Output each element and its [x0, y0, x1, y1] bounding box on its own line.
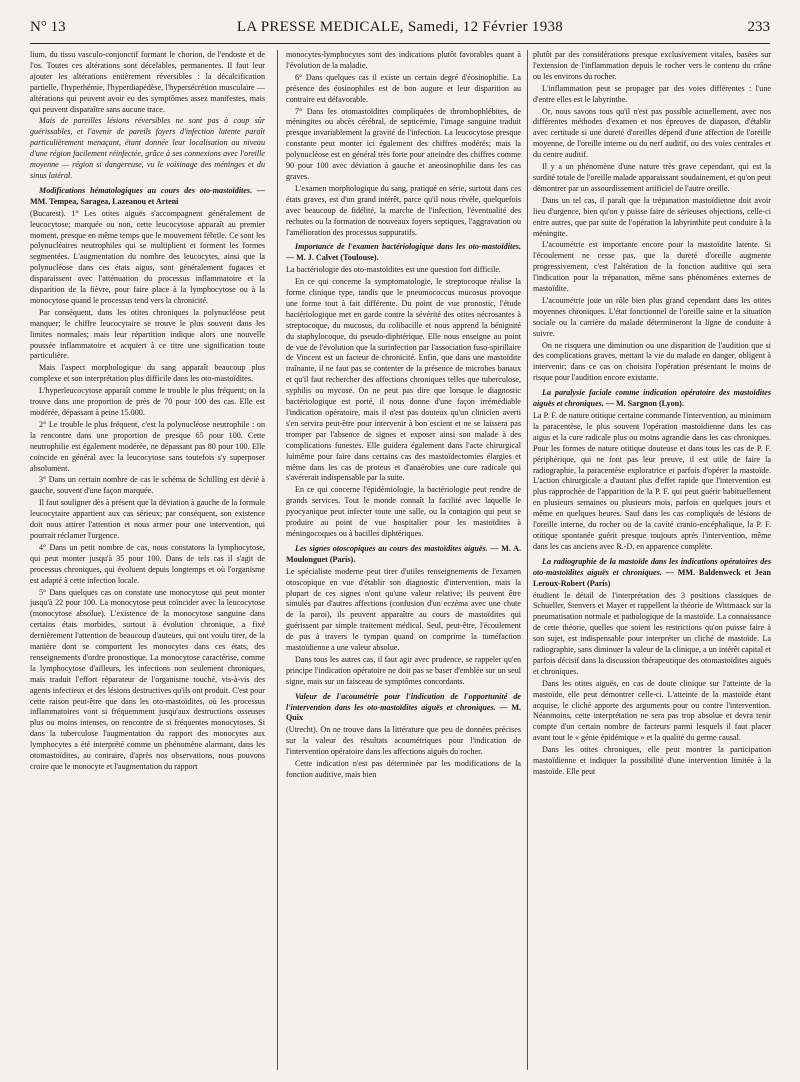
paragraph: 3° Dans un certain nombre de cas le schéma de Schilling est dévié à gauche, souvent d'une façon marquée.: [30, 475, 265, 496]
paragraph: 7° Dans les otomastoïdites compliquées de thrombophlébites, de méningites ou abcès cérébral, de septicémie, l'image sanguine traduit presque invariablement la gravité de l'infection. La leucocytose presque constante peut monter ici également des chiffres modérés; mais la polynucléose est en général très forte pour atteindre des chiffres comme 90 pour 100 avec déviation à gauche et aneosinophilie dans les cas graves.: [286, 106, 521, 181]
paragraph: Par conséquent, dans les otites chroniques la polynucléose peut manquer; le chiffre leucocytaire se trouve le plus souvent dans les limites normales; mais leur répartition indique alors une nouvelle poussée inflammatoire et acquiert à ce titre une signification toute particulière.: [30, 307, 265, 361]
paragraph: monocytes-lymphocytes sont des indications plutôt favorables quant à l'évolution de la maladie.: [286, 50, 521, 70]
issue-number: N° 13: [30, 19, 66, 35]
authors: — M. J. Calvet (Toulouse).: [286, 253, 379, 263]
paragraph: Dans les otites chroniques, elle peut montrer la participation mastoïdienne et indiquer la possibilité d'une intervention limitée à la mastoïde. Elle peut: [533, 745, 771, 776]
paragraph: Dans un tel cas, il paraît que la trépanation mastoïdienne doit avoir lieu d'urgence, bien qu'on y puisse faire de sérieuses objections, celle-ci entre autres, que par suite de l'opération la labyrinthite peut conduire à la méningite.: [533, 195, 771, 238]
column-2: [286, 50, 521, 1070]
paragraph: 4° Dans un petit nombre de cas, nous constatons la lymphocytose, qui peut monter jusqu'à 35 pour 100. Dans de tels cas il s'agit de processus chroniques, qui évoluent depuis longtemps et où l'organisme est adapté à cette infection locale.: [30, 542, 265, 585]
paragraph: La P. F. de nature otitique certaine commande l'intervention, au minimum la paracentèse, le plus souvent l'opération mastoïdienne dans les cas aigus et la cure radicale plus ou moins agrandie dans les cas chroniques. Pour les formes de nature otitique douteuse et dans tous les cas de P. F. périphérique, qui ne font pas leur preuve, il est utile de faire la radiographie, la paracentèse exploratrice et parfois d'opérer la mastoïde. L'action chirurgicale a d'autant plus d'effet rapide que l'intervention est plus rapprochée de l'apparition de la P. F. qui peut guérir habituellement en plusieurs semaines ou plusieurs mois, parfois en quelques jours et même en quelques heures. Sauf dans les cas compliqués de lésions de l'oreille interne, du rocher ou de la cavité cranio-encéphalique, la P. F. otitique spontanée guérit presque toujours après l'intervention, même dans les cas anciens avec R.-D. en apparence complète.: [533, 411, 771, 551]
section-heading: [286, 242, 521, 264]
paragraph: Mais de pareilles lésions réversibles ne sont pas à coup sûr guérissables, et l'avenir de pareils foyers d'infection latente paraît particulièrement menaçant, étant donnée leur localisation au niveau d'une région facilement réinfectée, grâce à ses connexions avec l'oreille moyenne — région si dangereuse, vu le voisinage des méninges et du sinus latéral.: [30, 116, 265, 180]
authors: — M. Sargnon (Lyon).: [605, 399, 684, 409]
paragraph: Dans les otites aiguës, en cas de doute clinique sur l'atteinte de la mastoïde, elle peut démontrer celle-ci. L'atteinte de la mastoïde étant acquise, le cliché apporte des arguments pour ou contre l'intervention. Néanmoins, cette interprétation ne sera pas trop absolue et devra tenir compte d'un certain nombre de facteurs parmi lesquels il faut placer avant tout le « génie épidémique » et la qualité du germe causal.: [533, 678, 771, 743]
authors: — MM. Baldenweck et Jean Leroux-Robert (Paris): [533, 567, 771, 588]
column-3: [533, 50, 771, 1070]
paragraph: L'examen morphologique du sang, pratiqué en série, surtout dans ces états graves, est d'un grand intérêt, parce qu'il nous révèle, quelquefois avec beaucoup de fidélité, la marche de l'infection, l'éventualité des rechutes ou la formation de nouveaux foyers septiques, l'aggravation ou l'amélioration des processus suppuratifs.: [286, 183, 521, 237]
paragraph: L'acoumétrie est importante encore pour la mastoïdite latente. Si l'écoulement ne cesse pas, que la dureté d'oreille augmente progressivement, c'est l'altération de la fonction auditive qui sera l'indication pour la trépanation, même sans phénomènes externes de mastoïdite.: [533, 240, 771, 294]
paragraph: L'acoumétrie joue un rôle bien plus grand cependant dans les otites moyennes chroniques. L'état fonctionnel de l'oreille saine et la situation sociale ou la carrière du malade détermineront la ligne de conduite à suivre.: [533, 295, 771, 338]
paragraph: On ne risquera une diminution ou une disparition de l'audition que si des complications graves, mettant la vie du malade en danger, obligent à intervenir; dans ce cas on choisira l'opération présentant le moins de risque pour l'audition encore existante.: [533, 340, 771, 383]
page-number: 233: [747, 19, 770, 35]
column-1: [30, 50, 265, 1070]
section-heading: [533, 388, 771, 410]
paragraph: lium, du tissu vasculo-conjonctif formant le chorion, de l'endoste et de l'os. Toutes ces altérations sont décelables, permanentes. Il faut leur ajouter les altérations entièrement réversibles : la décalcification partielle, l'hyperhémie, l'hyperdiapédèse, l'hypersécrétion musculaire — altérations qui peuvent avoir eu des symptômes assez manifestes, mais qui peuvent disparaître sans aucune trace.: [30, 50, 265, 114]
column-separator: [527, 50, 528, 1070]
paragraph: (Utrecht). On ne trouve dans la littérature que peu de données précises sur la valeur des résultats acoumétriques pour l'indication de l'intervention opératoire dans les affections aiguës du rocher.: [286, 725, 521, 757]
paragraph: Il faut souligner dès à présent que la déviation à gauche de la formule leucocytaire appartient aux cas sérieux; par conséquent, son existence doit nous attirer l'attention et nous armer pour une intervention, qui pourrait réclamer l'urgence.: [30, 498, 265, 540]
authors: — MM. Tempea, Saragea, Lazeanou et Arteni: [30, 185, 265, 206]
journal-title: LA PRESSE MEDICALE, Samedi, 12 Février 1938: [236, 19, 564, 35]
heading-text: La paralysie faciale comme indication opératoire des mastoïdites aiguës et chroniques.: [533, 388, 771, 409]
heading-text: Les signes otoscopiques au cours des mastoïdites aiguës.: [295, 543, 488, 553]
header-rule: [30, 43, 770, 44]
paragraph: Le spécialiste moderne peut tirer d'utiles renseignements de l'examen otoscopique en vue d'établir son diagnostic d'intervention, mais la plupart de ces signes n'ont qu'une valeur relative; ils peuvent être simulés par d'autres affections (confusion d'un eczéma avec une chute de la paroi), ils peuvent apparaître au cours de mastoïdites qui guérissent par simple traitement médical. Seul, peut-être, l'écoulement de pus à travers le tympan quand on comprime la tuméfaction mastoïdienne a une valeur absolue.: [286, 566, 521, 653]
paragraph: En ce qui concerne l'épidémiologie, la bactériologie peut rendre de grands services. Tout le monde connaît la facilité avec laquelle le pyocyanique peut infecter toute une salle, ou la contagion qui peut se produire au point de vue hospitalier pour les mastoïdites à méningocoques ou à bacilles diphtériques.: [286, 485, 521, 538]
paragraph: 5° Dans quelques cas on constate une monocytose qui peut monter jusqu'à 22 pour 100. La monocytose peut coïncider avec la leucocytose (monocytose absolue). L'existence de la monocytose sanguine dans certains états morbides, surtout à évolution chronique, a fixé dernièrement l'attention de beaucoup d'auteurs, qui ont voulu tirer, de la manière dont se comportent les monocytes dans ces états, des renseignements d'ordre pronostique. La monocytose caractérise, comme la lymphocytose d'ailleurs, les infections non seulement chroniques, mais traduit l'effort réparateur de l'organisme touché, vis-à-vis des agents infectieux et des lésions destructives qu'ils ont produit. C'est pour cette raison peut-être que dans les oto-mastoïdites, où les processus inflammatoires vont si fréquemment jusqu'aux destructions osseuses plus ou moins intenses, on rencontre de si fréquentes monocytoses. Si dans la tuberculose l'augmentation du rapport des monocytes aux lymphocytes a été interprété comme un phénomène alarmant, dans les otomastoïdites, au contraire, d'après nos observations, nous pouvons croire que le monocyte et l'augmentation du rapport: [30, 587, 265, 771]
heading-text: Importance de l'examen bactériologique dans les oto-mastoïdites.: [295, 242, 521, 252]
section-heading: [286, 692, 521, 725]
paragraph: 2° Le trouble le plus fréquent, c'est la polynucléose neutrophile : on la rencontre dans une proportion de presque 65 pour 100. Cette neutrophilie est également modérée, ne dépassant pas 80 pour 100. Elle coïncide en général avec la leucocytose sans toutefois s'y superposer absolument.: [30, 419, 265, 473]
column-separator: [277, 50, 278, 1070]
paragraph: Cette indication n'est pas déterminée par les modifications de la fonction auditive, mais bien: [286, 759, 521, 779]
paragraph: (Bucarest). 1° Les otites aiguës s'accompagnent généralement de leucocytose; marquée ou non, cette leucocytose apparaît au premier moment, presque en même temps que le mouvement fébrile. Ce sont les polynucléaires neutrophiles qui se multiplient et forment les formes segmentées. L'augmentation du nombre des leucocytes, ainsi que la polynucléose dans ces états aigus, sont généralement fugaces et disparaissent avec l'atténuation du processus inflammatoire et la disparition de la fièvre, pour faire place à la lymphocytose ou à la monocytose quand le processus tend vers la chronicité.: [30, 208, 265, 305]
heading-text: La radiographie de la mastoïde dans les indications opératoires des oto-mastoïdites aiguës et chroniques.: [533, 556, 771, 577]
paragraph: L'inflammation peut se propager par des voies différentes : l'une d'entre elles est le labyrinthe.: [533, 83, 771, 104]
paragraph: L'hyperleucocytose apparaît comme le trouble le plus fréquent; on la trouve dans une proportion de près de 70 pour 100 des cas. Elle est modérée, dépassant à peine 15.000.: [30, 386, 265, 417]
heading-text: Valeur de l'acoumétrie pour l'indication de l'opportunité de l'intervention dans les oto-mastoïdites aiguës et chroniques.: [286, 691, 521, 712]
paragraph: La bactériologie des oto-mastoïdites est une question fort difficile.: [286, 265, 501, 275]
running-header: [30, 16, 770, 38]
section-heading: [30, 186, 265, 208]
paragraph: étudient le détail de l'interprétation des 3 positions classiques de Schueller, Stenvers et Mayer et rappellent la théorie de Wittmaack sur la pneumatisation normale et pathologique de la mastoïde. La connaissance de cette théorie, quelles que soient les restrictions qu'on puisse faire à son sujet, est indispensable pour interpréter un cliché de mastoïde. La radiographie, sans diminuer la valeur de la clinique, a un intérêt capital et parfois décisif dans la discussion thérapeutique des otomastoïdites aiguës et chroniques.: [533, 590, 771, 676]
paragraph: Dans tous les autres cas, il faut agir avec prudence, se rappeler qu'en principe l'indication opératoire ne doit pas se baser d'emblée sur un seul signe, mais sur un faisceau de symptômes concordants.: [286, 654, 521, 686]
paragraph: plutôt par des considérations presque exclusivement vitales, basées sur l'extension de l'inflammation depuis le rocher vers le contenu du crâne ou les environs du rocher.: [533, 50, 771, 81]
authors: — M. A. Moulonguet (Paris).: [286, 543, 521, 564]
heading-text: Modifications hématologiques au cours des oto-mastoïdites.: [39, 185, 253, 195]
paragraph: En ce qui concerne la symptomatologie, le streptocoque réalise la forme clinique type, tandis que le pneumococcus mucosus provoque une forme tout à fait différente. Du point de vue pronostic, l'étude bactériologique met en garde contre la sévérité des otites nécrosantes à streptocoque, du mucosus, du colibacille et nous apprend la bénignité du staphylocoque, du pseudo-diphtérique. Elle nous enseigne au point de vue de l'évolution que la surinfection par l'association fuso-spirillaire de Vincent est un facteur de chronicité. Enfin, que dans une mastoïdite traînante, il ne faut pas se contenter de la présence de microbes banaux et qu'il faut rechercher des affections chroniques telles que tuberculose, syphilis ou mycose. On ne peut pas dire que lorsque le diagnostic bactériologique est porté, il nous donne d'une façon irrémédiable l'indication opératoire, mais il n'est pas douteux qu'un clinicien averti s'en servira peut-être pour intervenir à bon escient et ne se laissera pas tromper par l'absence de signes et exposer ainsi son malade à des complications funestes. Elle guidera également dans l'acte chirurgical luimême pour faire dans certains cas des mastoïdectomies élargies et même dans les cas de proteus et d'anaérobies une cure radicale qui s'avérerait indispensable par la suite.: [286, 277, 521, 483]
paragraph: Mais l'aspect morphologique du sang apparaît beaucoup plus complexe et son interprétation plus difficile dans les oto-mastoïdites.: [30, 363, 265, 384]
paragraph: Il y a un phénomène d'une nature très grave cependant, qui est la surdité totale de l'oreille malade apparaissant soudainement, et qu'on peut démontrer par un assourdissement artificiel de l'autre oreille.: [533, 162, 771, 193]
section-heading: [533, 557, 771, 590]
authors: — M. Quix: [286, 702, 521, 723]
paragraph: Or, nous savons tous qu'il n'est pas possible actuellement, avec nos différentes méthodes d'examen et nos épreuves de diapason, d'établir avec certitude si une dureté d'oreilles dépend d'une affection de l'oreille moyenne, de l'oreille interne ou du nerf auditif, ou des voies centrales et du centre auditif.: [533, 106, 771, 160]
paragraph: 6° Dans quelques cas il existe un certain degré d'éosinophilie. La présence des éosinophiles est de bon augure et leur disparition au contraire est défavorable.: [286, 72, 521, 104]
section-heading: [286, 544, 521, 566]
